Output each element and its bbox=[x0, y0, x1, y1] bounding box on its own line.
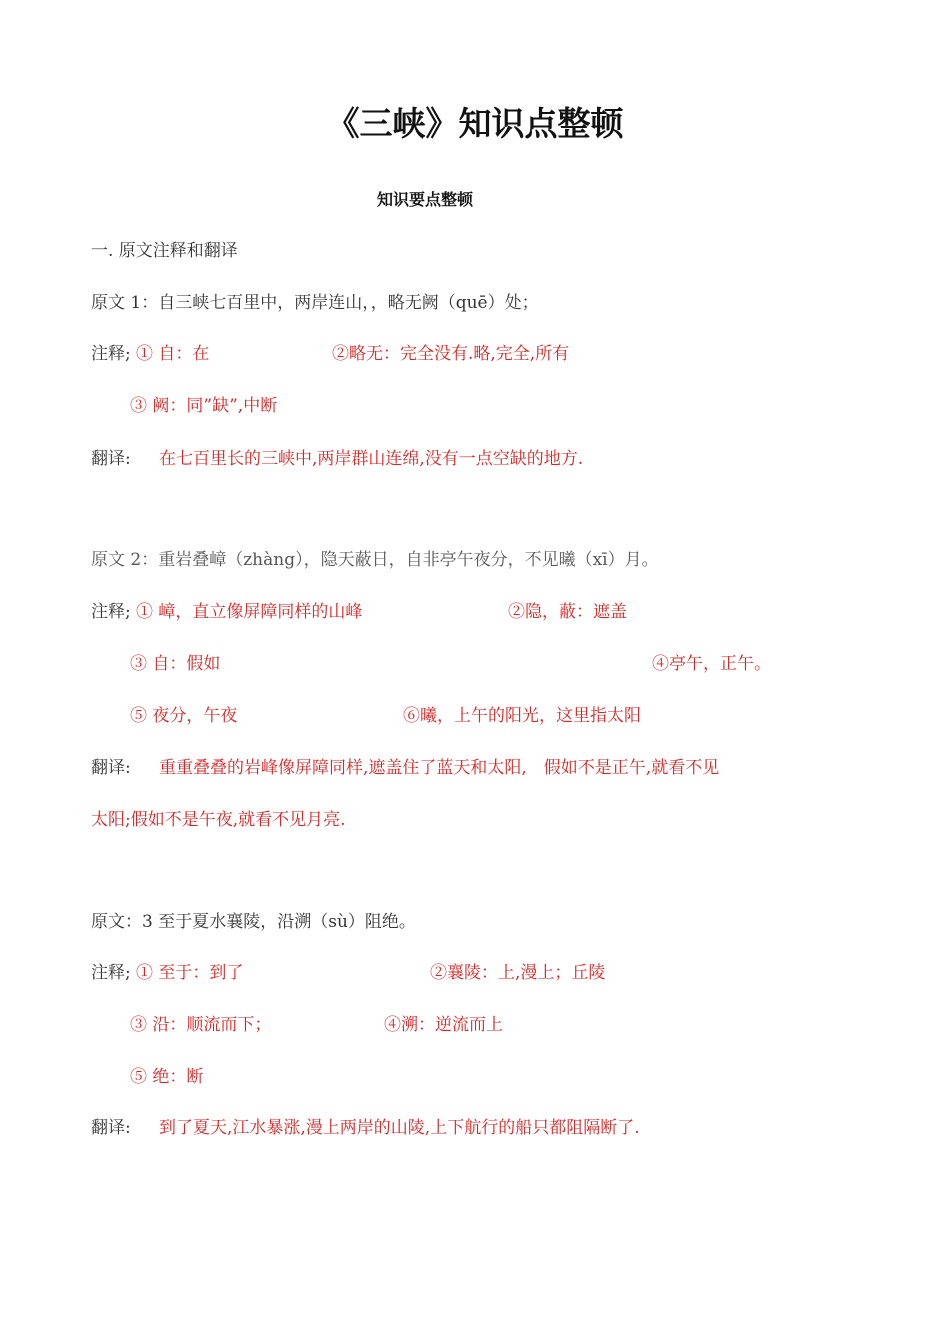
translation-text: 重重叠叠的岩峰像屏障同样,遮盖住了蓝天和太阳, 假如不是正午,就看不见 bbox=[159, 758, 720, 778]
note-label: 注释; bbox=[91, 602, 131, 622]
note-item: ④亭午，正午。 bbox=[652, 654, 771, 674]
note-item: ① 至于：到了 bbox=[136, 963, 244, 983]
note-item: ⑤ 夜分，午夜 bbox=[130, 706, 238, 726]
translation-label: 翻译: bbox=[91, 758, 131, 778]
note-item: ③ 自：假如 bbox=[130, 654, 221, 674]
translation-text: 到了夏天,江水暴涨,漫上两岸的山陵,上下航行的船只都阻隔断了. bbox=[159, 1118, 640, 1138]
note-label: 注释; bbox=[91, 344, 131, 364]
note-label: 注释; bbox=[91, 963, 131, 983]
original-text-2: 原文 2：重岩叠嶂（zhàng），隐天蔽日，自非亭午夜分，不见曦（xī）月。 bbox=[91, 550, 659, 570]
note-item: ⑤ 绝：断 bbox=[130, 1067, 204, 1087]
note-item: ②襄陵：上,漫上；丘陵 bbox=[430, 963, 606, 983]
original-text-1: 原文 1：自三峡七百里中，两岸连山，，略无阙（quē）处； bbox=[91, 293, 539, 313]
translation-text: 太阳;假如不是午夜,就看不见月亮. bbox=[91, 810, 346, 830]
note-item: ④溯：逆流而上 bbox=[384, 1015, 503, 1035]
original-text-3: 原文：3 至于夏水襄陵，沿溯（sù）阻绝。 bbox=[91, 912, 416, 932]
page-title: 《三峡》知识点整顿 bbox=[326, 104, 624, 143]
note-item: ① 自：在 bbox=[136, 344, 210, 364]
translation-label: 翻译: bbox=[91, 449, 131, 469]
note-item: ③ 沿：顺流而下； bbox=[130, 1015, 272, 1035]
section-subtitle: 知识要点整顿 bbox=[376, 190, 473, 209]
translation-label: 翻译: bbox=[91, 1118, 131, 1138]
translation-text: 在七百里长的三峡中,两岸群山连绵,没有一点空缺的地方. bbox=[159, 449, 584, 469]
note-item: ②隐，蔽：遮盖 bbox=[508, 602, 627, 622]
note-item: ②略无：完全没有.略,完全,所有 bbox=[332, 344, 570, 364]
note-item: ① 嶂，直立像屏障同样的山峰 bbox=[136, 602, 363, 622]
note-item: ③ 阙：同”缺”,中断 bbox=[130, 396, 278, 416]
note-item: ⑥曦，上午的阳光，这里指太阳 bbox=[403, 706, 641, 726]
section-heading: 一. 原文注释和翻译 bbox=[91, 241, 238, 261]
